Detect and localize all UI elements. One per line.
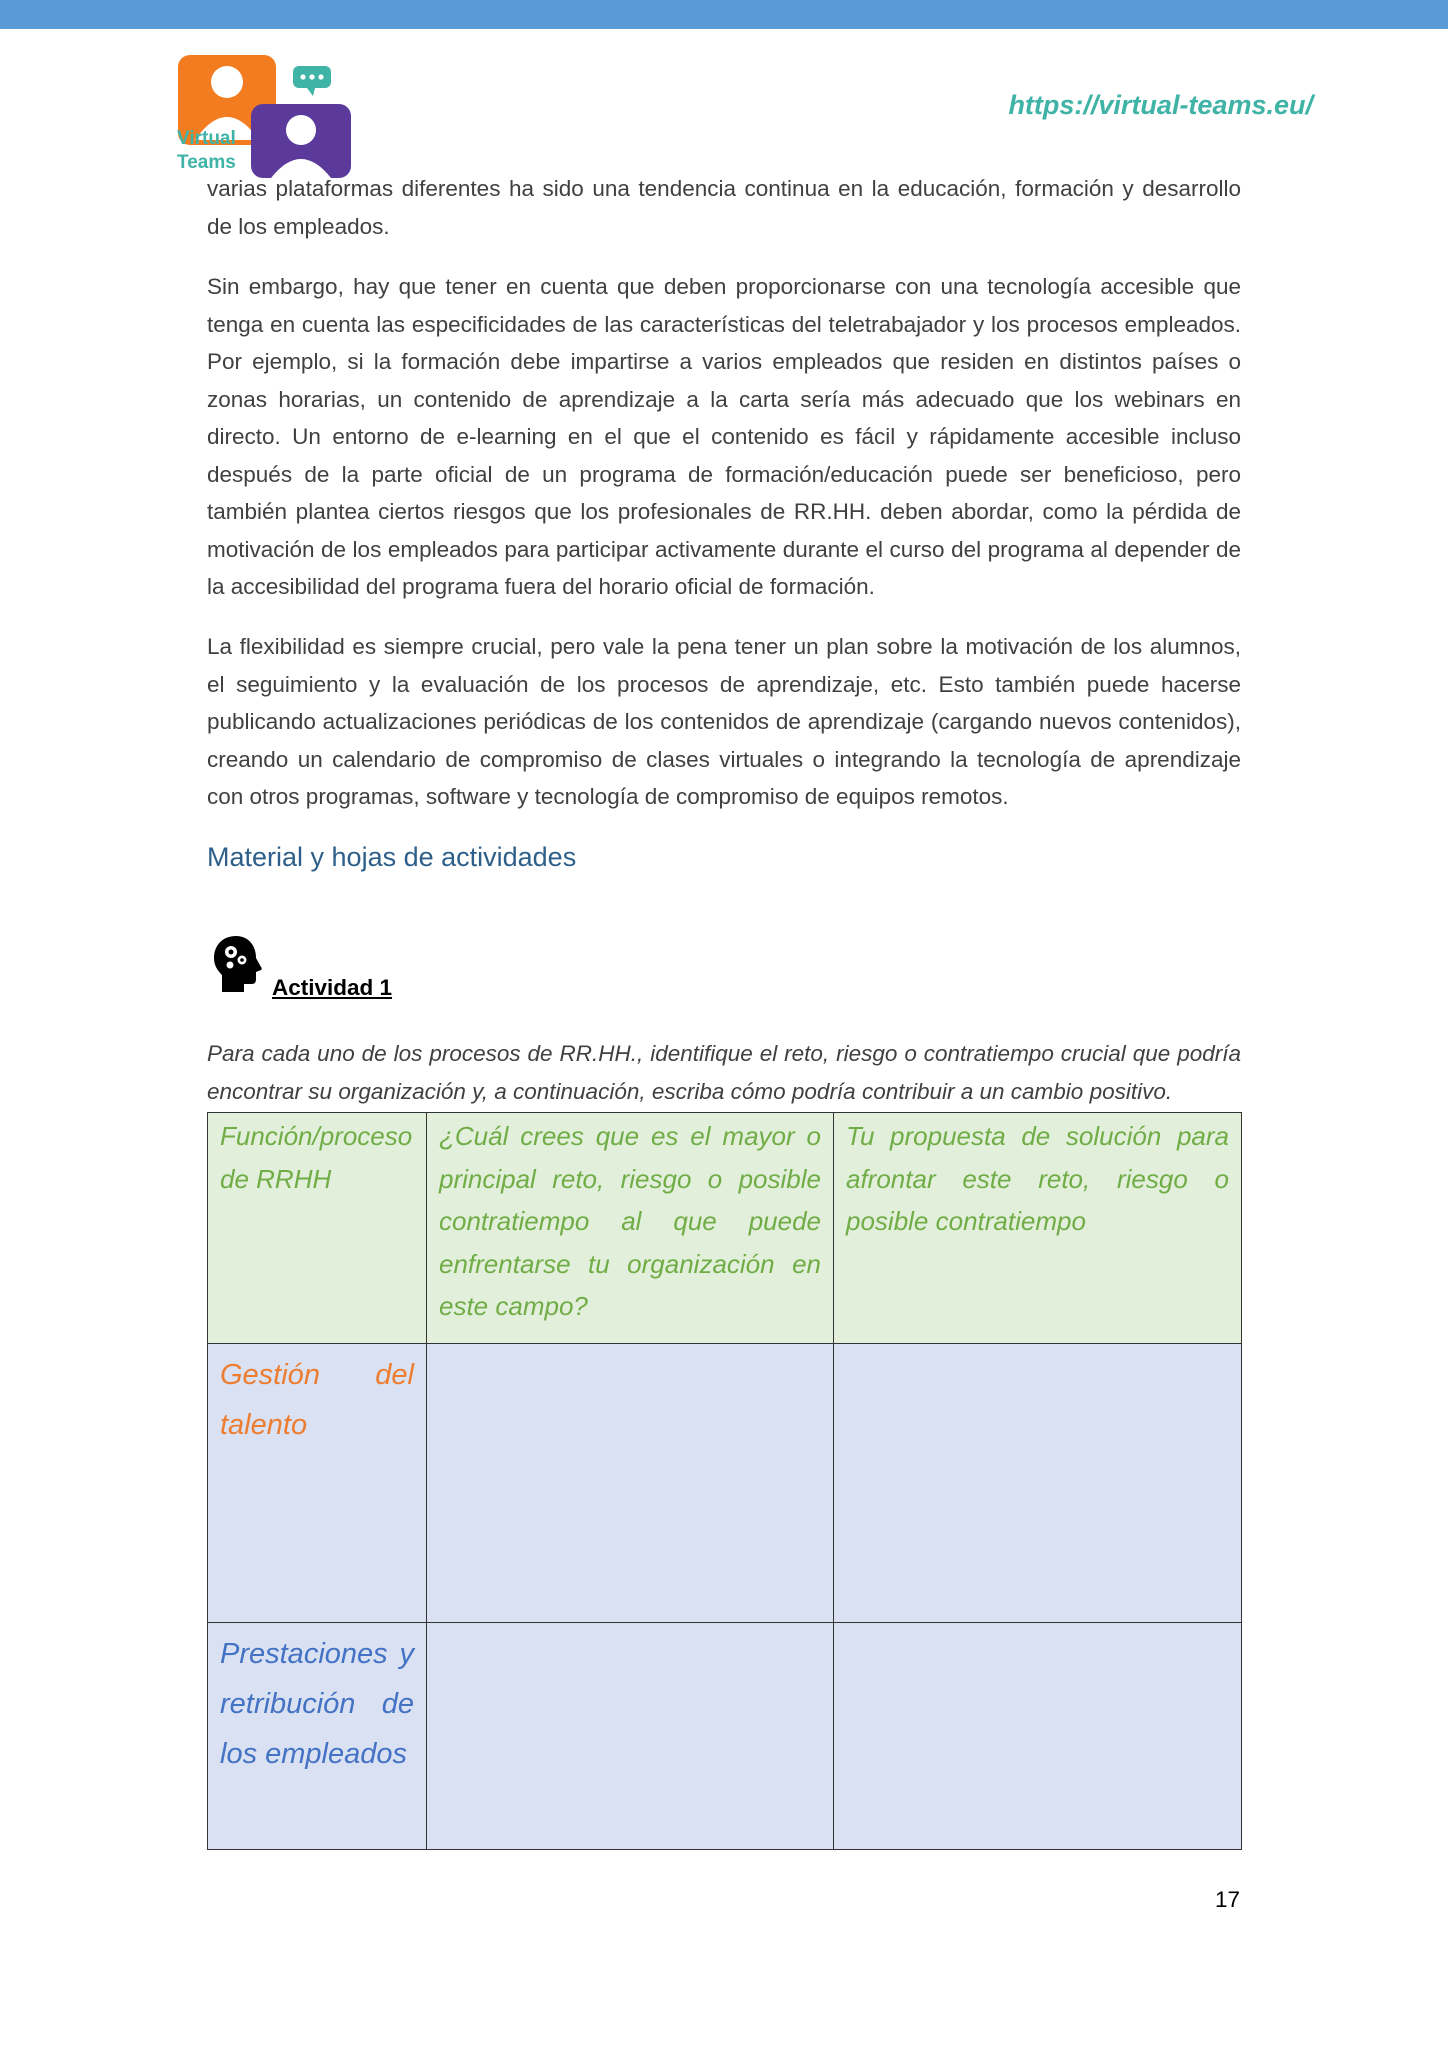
cell-challenge-benefits[interactable]: [427, 1623, 834, 1850]
paragraph-intro: varias plataformas diferentes ha sido una tendencia continua en la educación, formación y desarrollo de los empleados.: [207, 176, 1241, 239]
row-label-benefits: Prestaciones y retribución de los empleados: [208, 1623, 427, 1850]
logo-text-virtual: Virtual: [177, 128, 236, 149]
website-url[interactable]: https://virtual-teams.eu/: [1008, 90, 1313, 120]
top-accent-bar: [0, 0, 1448, 29]
header-challenge: ¿Cuál crees que es el mayor o principal reto, riesgo o posible contratiempo al que puede enfrentarse tu organización en este campo?: [427, 1113, 834, 1344]
cell-solution-talent[interactable]: [834, 1344, 1242, 1623]
activity-table: [207, 1112, 1242, 1850]
cell-challenge-talent[interactable]: [427, 1344, 834, 1623]
row-label-talent: Gestión del talento: [208, 1344, 427, 1623]
table-row: [208, 1344, 1242, 1623]
head-gears-icon: [212, 934, 264, 994]
header-hr-process: Función/proceso de RRHH: [208, 1113, 427, 1344]
paragraph-technology: Sin embargo, hay que tener en cuenta que deben proporcionarse con una tecnología accesible que tenga en cuenta las especificidades de las características del teletrabajador y los procesos empleados. Por ejemplo, si la formación debe impartirse a varios empleados que residen en distintos países o zonas horarias, un contenido de aprendizaje a la carta sería más adecuado que los webinars en directo. Un entorno de e-learning en el que el contenido es fácil y rápidamente accesible incluso después de la parte oficial de un programa de formación/educación puede ser beneficioso, pero también plantea ciertos riesgos que los profesionales de RR.HH. deben abordar, como la pérdida de motivación de los empleados para participar activamente durante el curso del programa al depender de la accesibilidad del programa fuera del horario oficial de formación.: [207, 274, 1241, 599]
activity-instruction: Para cada uno de los procesos de RR.HH., identifique el reto, riesgo o contratiempo crucial que podría encontrar su organización y, a continuación, escriba cómo podría contribuir a un cambio positivo.: [207, 1041, 1241, 1104]
cell-solution-benefits[interactable]: [834, 1623, 1242, 1850]
header-solution: Tu propuesta de solución para afrontar este reto, riesgo o posible contratiempo: [834, 1113, 1242, 1344]
table-header-row: [208, 1113, 1242, 1344]
paragraph-flexibility: La flexibilidad es siempre crucial, pero vale la pena tener un plan sobre la motivación de los alumnos, el seguimiento y la evaluación de los procesos de aprendizaje, etc. Esto también puede hacerse publicando actualizaciones periódicas de los contenidos de aprendizaje (cargando nuevos contenidos), creando un calendario de compromiso de clases virtuales o integrando la tecnología de aprendizaje con otros programas, software y tecnología de compromiso de equipos remotos.: [207, 634, 1241, 809]
table-row: [208, 1623, 1242, 1850]
virtual-teams-logo: [175, 52, 355, 178]
logo-text-teams: Teams: [177, 152, 236, 173]
activity-title: Actividad 1: [272, 975, 393, 1000]
section-heading: Material y hojas de actividades: [207, 842, 577, 872]
page-number: 17: [1215, 1887, 1241, 1912]
